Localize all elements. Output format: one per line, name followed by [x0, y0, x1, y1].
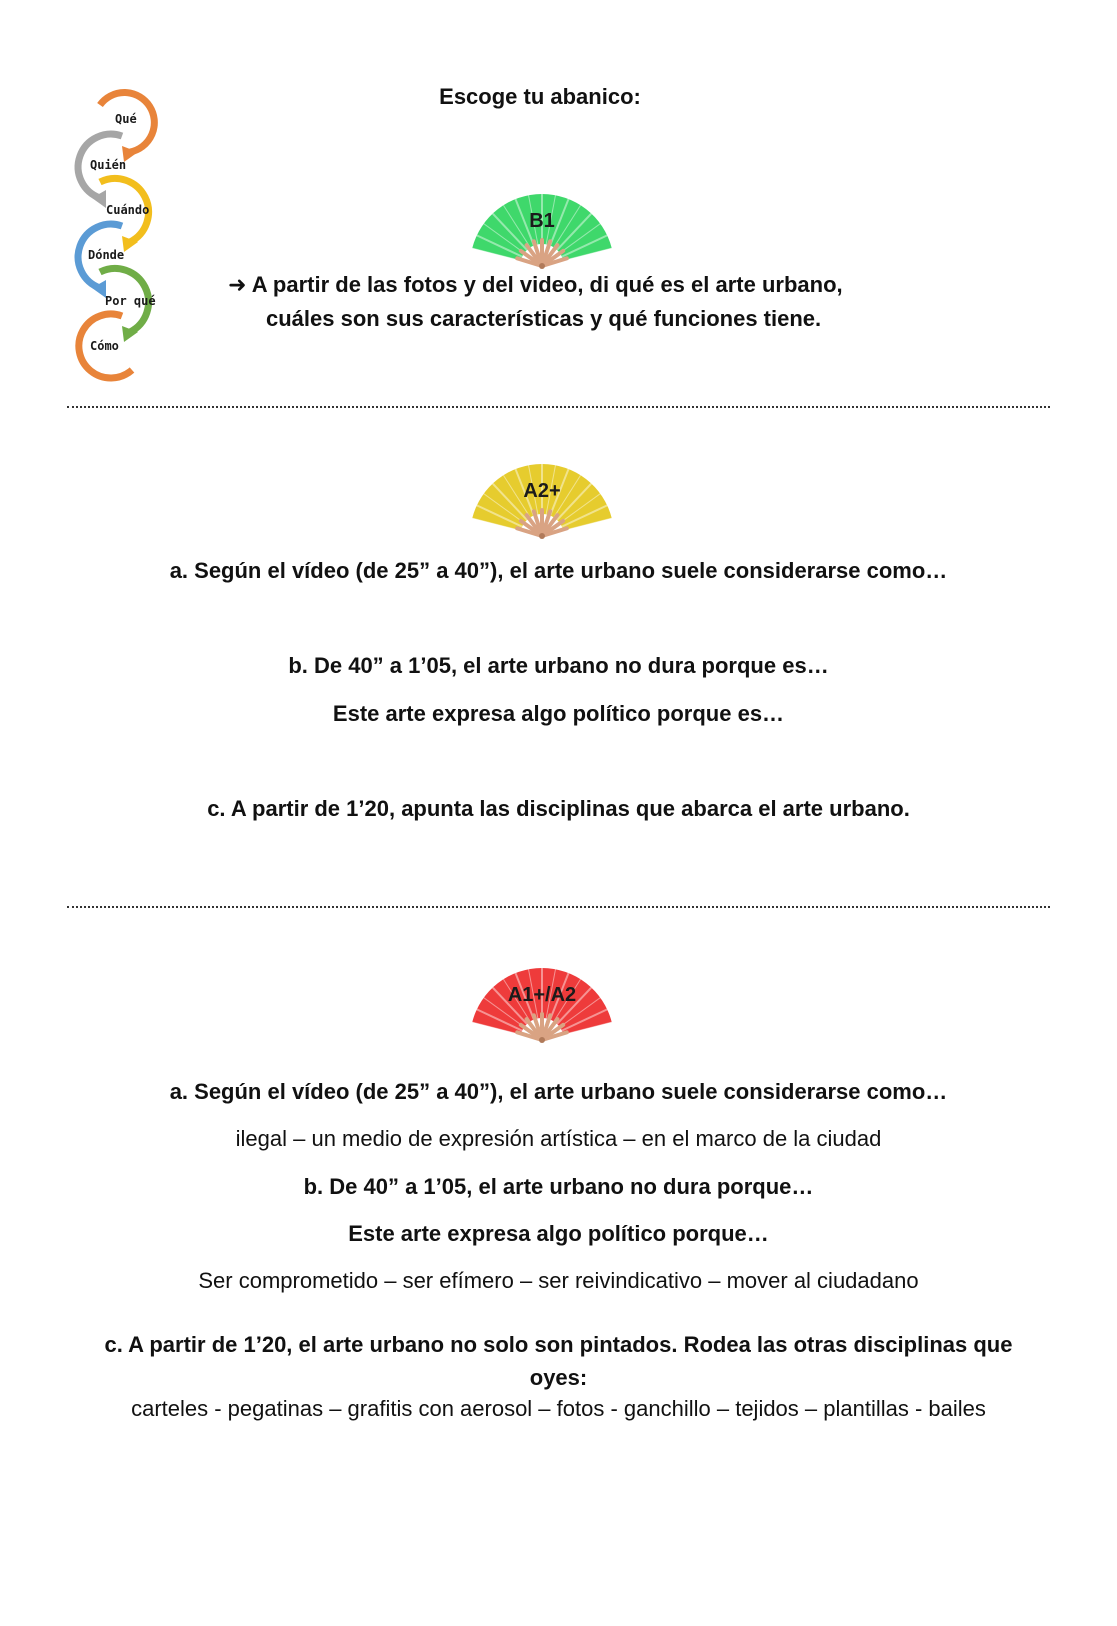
fan-pin — [539, 1037, 545, 1043]
arrow-right-icon: ➜ — [228, 272, 247, 297]
a1a2-question-b2: Este arte expresa algo político porque… — [348, 1221, 769, 1246]
a1a2-question-c-line1: c. A partir de 1’20, el arte urbano no solo son pintados. Rodea las otras disciplinas que — [104, 1332, 1013, 1357]
fan-a2plus — [467, 458, 617, 558]
b1-line1: A partir de las fotos y del video, di qué es el arte urbano, — [251, 272, 843, 297]
a2plus-question-c: c. A partir de 1’20, apunta las disciplinas que abarca el arte urbano. — [207, 796, 910, 821]
a1a2-question-b-options: Ser comprometido – ser efímero – ser reivindicativo – mover al ciudadano — [198, 1268, 919, 1293]
b1-line2: cuáles son sus características y qué funciones tiene. — [266, 306, 822, 331]
fan-a1a2 — [467, 962, 617, 1062]
fan-pin — [539, 533, 545, 539]
wheel-label-porque: Por qué — [105, 294, 156, 308]
fan-b1-label: B1 — [529, 210, 555, 232]
a1a2-question-c-line2: oyes: — [529, 1365, 588, 1390]
divider-2 — [67, 906, 1050, 908]
b1-instruction — [228, 272, 888, 298]
a1a2-question-a: a. Según el vídeo (de 25” a 40”), el arte urbano suele considerarse como… — [169, 1079, 948, 1104]
wheel-label-cuando: Cuándo — [106, 203, 150, 217]
a1a2-question-b: b. De 40” a 1’05, el arte urbano no dura porque… — [303, 1174, 814, 1199]
wheel-label-quien: Quién — [90, 158, 127, 172]
fan-a1a2-label: A1+/A2 — [507, 984, 577, 1006]
wheel-label-como: Cómo — [90, 339, 119, 353]
a2plus-question-b2: Este arte expresa algo político porque es… — [332, 701, 785, 726]
a1a2-question-c-options: carteles - pegatinas – grafitis con aerosol – fotos - ganchillo – tejidos – plantillas - bailes — [131, 1396, 986, 1421]
page-title: Escoge tu abanico: — [439, 84, 641, 109]
a2plus-question-b: b. De 40” a 1’05, el arte urbano no dura porque es… — [288, 653, 829, 678]
divider-1 — [67, 406, 1050, 408]
wheel-label-que: Qué — [115, 112, 137, 126]
fan-pin — [539, 263, 545, 269]
question-words-graphic — [60, 80, 170, 385]
a2plus-question-a: a. Según el vídeo (de 25” a 40”), el arte urbano suele considerarse como… — [169, 558, 948, 583]
a1a2-question-a-options: ilegal – un medio de expresión artística – en el marco de la ciudad — [235, 1126, 882, 1151]
fan-a2plus-label: A2+ — [523, 480, 561, 502]
wheel-label-donde: Dónde — [88, 248, 125, 262]
